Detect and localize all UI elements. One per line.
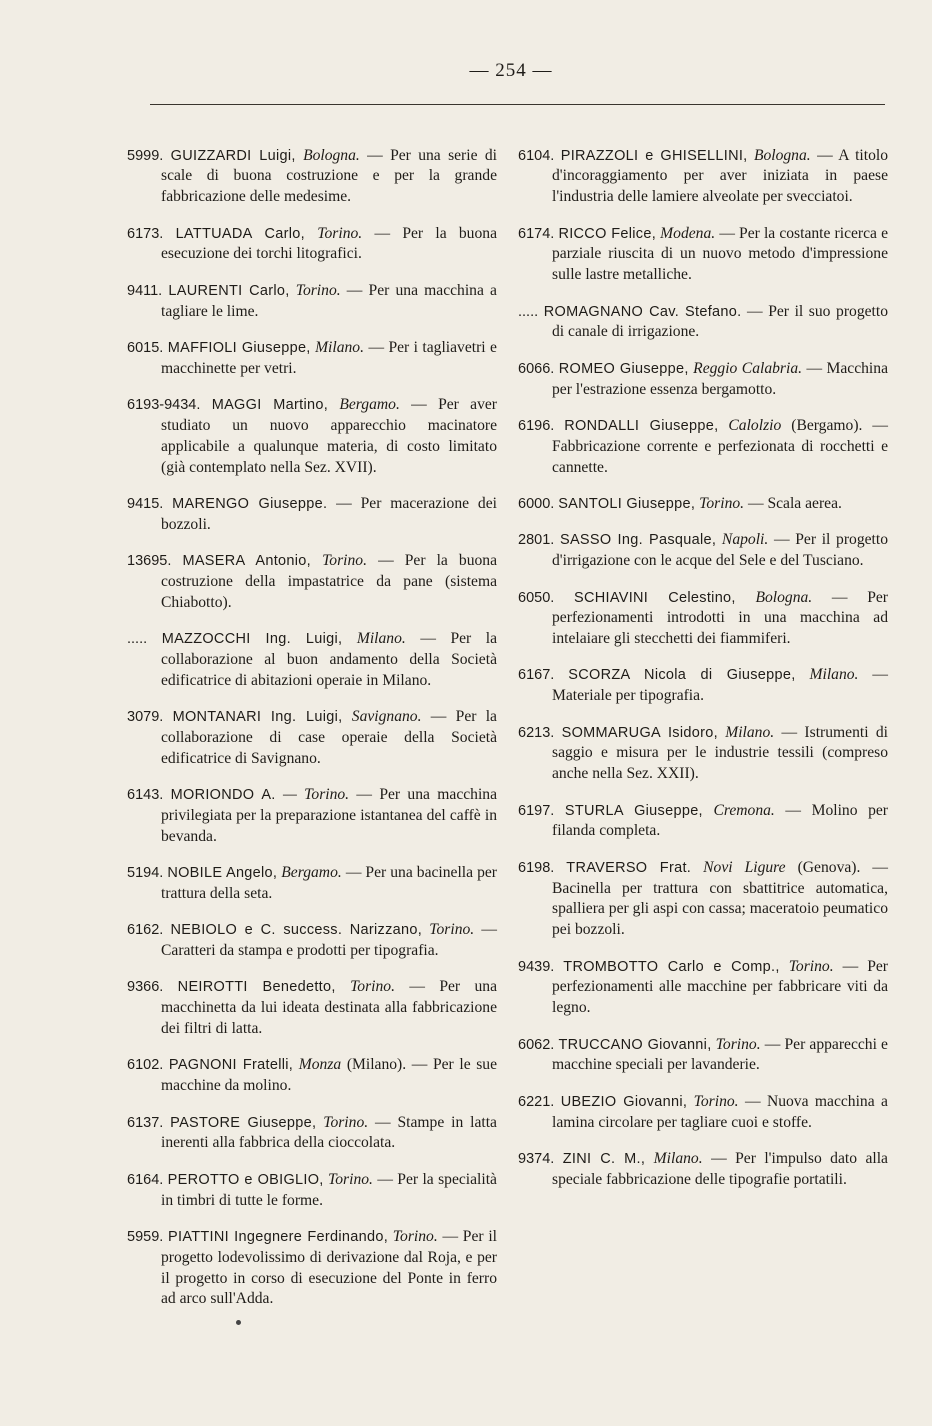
- entry-number: 9374.: [518, 1150, 555, 1167]
- entry-place: Calolzio: [728, 416, 782, 434]
- entry-number: 13695.: [127, 553, 172, 570]
- entry-place: Torino.: [328, 1170, 373, 1188]
- entry-name: UBEZIO Giovanni,: [560, 1093, 688, 1110]
- entry-place: Torino.: [715, 1035, 761, 1053]
- entry-name: PIRAZZOLI e GHISELLINI,: [560, 147, 748, 164]
- entry-name: LATTUADA Carlo,: [175, 225, 305, 242]
- entry: [518, 665, 888, 707]
- entry-name: RONDALLI Giuseppe,: [564, 417, 719, 434]
- entry: [127, 1170, 497, 1212]
- entry-place: Cremona.: [713, 801, 775, 819]
- entry-description: (Milano). — Per le sue macchine da molino.: [161, 1056, 498, 1095]
- entry-description: — Per una macchina a tagliare le lime.: [161, 281, 497, 320]
- entry-name: NEBIOLO e C. success. Narizzano,: [170, 922, 423, 939]
- entry-number: 6062.: [518, 1036, 555, 1053]
- entry-name: MAFFIOLI Giuseppe,: [167, 339, 311, 356]
- entry-description: — Per aver studiato un nuovo apparecchio macinatore applicabile a qualunque materia, di costo limitato (già contemplato nella Sez. XVII).: [161, 396, 497, 476]
- entry-place: Milano.: [809, 666, 859, 684]
- entry-name: TRUCCANO Giovanni,: [558, 1036, 712, 1053]
- entry-place: Torino.: [699, 494, 745, 512]
- entry-number: 6164.: [127, 1171, 164, 1188]
- entry-description: — Scala aerea.: [747, 494, 842, 512]
- entry-place: Torino.: [788, 957, 834, 975]
- entry-description: — Per la specialità in timbri di tutte le forme.: [161, 1170, 497, 1209]
- entry-description: — A titolo d'incoraggiamento per aver iniziata in paese l'industria delle lamiere alveolate per svecciatoi.: [552, 146, 888, 206]
- entry-number: 9415.: [127, 495, 164, 512]
- entry-name: TRAVERSO Frat.: [566, 859, 692, 876]
- entry: [518, 723, 888, 785]
- entry-description: — Per l'impulso dato alla speciale fabbricazione delle tipografie portatili.: [552, 1149, 888, 1188]
- entry: [127, 1227, 497, 1310]
- left-column: [127, 130, 497, 1314]
- entry: [518, 494, 888, 515]
- entry-description: — Nuova macchina a lamina circolare per tagliare cuoi e stoffe.: [552, 1092, 888, 1131]
- entry-name: GUIZZARDI Luigi,: [170, 147, 296, 164]
- entry-number: 6050.: [518, 589, 555, 606]
- entry-description: — Per perfezionamenti introdotti in una macchina ad intelaiare gli stecchetti dei fiammiferi.: [552, 588, 888, 648]
- right-column: [518, 130, 888, 1198]
- entry-number: 9411.: [127, 282, 163, 299]
- entry-description: — Per perfezionamenti alle macchine per fabbricare viti da legno.: [552, 957, 888, 1017]
- entry-description: — Per i tagliavetri e macchinette per vetri.: [161, 338, 497, 377]
- entry: [127, 224, 497, 266]
- entry-name: SCORZA Nicola di Giuseppe,: [568, 667, 796, 684]
- entry-place: Bologna.: [753, 146, 811, 164]
- entry-name: PASTORE Giuseppe,: [170, 1114, 317, 1131]
- entry-name: SANTOLI Giuseppe,: [558, 495, 696, 512]
- entry-name: MORIONDO A.: [170, 787, 276, 804]
- entry: [518, 224, 888, 286]
- entry: [127, 707, 497, 769]
- entry-number: 6167.: [518, 667, 555, 684]
- entry-description: — Per la costante ricerca e parziale riuscita di un nuovo metodo d'impressione sulle lastre metalliche.: [552, 224, 889, 284]
- entry-place: Bologna.: [755, 588, 813, 606]
- entry-description: — Caratteri da stampa e prodotti per tipografia.: [161, 921, 497, 960]
- entry-description: — Per il progetto lodevolissimo di derivazione dal Roja, e per il progetto in corso di esecuzione del Ponte in ferro ad arco sull'Adda.: [161, 1227, 497, 1308]
- entry-number: 9366.: [127, 979, 164, 996]
- entry: [518, 302, 888, 344]
- entry: [518, 530, 888, 572]
- entry-place: Milano.: [315, 338, 365, 356]
- entry: [518, 858, 888, 941]
- entry-description: — Per una macchina privilegiata per la preparazione istantanea del caffè in bevanda.: [161, 786, 498, 845]
- entry-number: 6066.: [518, 360, 555, 377]
- entry-place: Bergamo.: [281, 864, 342, 882]
- entry-number: 2801.: [518, 532, 555, 549]
- entry-name: PIATTINI Ingegnere Ferdinando,: [168, 1228, 389, 1245]
- entry: [518, 1092, 888, 1134]
- entry: [127, 785, 497, 847]
- entry-place: Torino.: [392, 1227, 438, 1245]
- entry: [127, 863, 497, 905]
- entry-name: MAGGI Martino,: [211, 397, 329, 414]
- page-number: — 254 —: [469, 60, 553, 81]
- entry-number: 6102.: [127, 1057, 164, 1074]
- entry: [127, 1055, 497, 1097]
- entry-name: SCHIAVINI Celestino,: [574, 589, 736, 606]
- entry: [518, 359, 888, 401]
- entry-description: — Istrumenti di saggio e misura per le industrie tessili (compreso anche nella Sez. XXII).: [552, 723, 888, 783]
- entry-number: .....: [127, 631, 148, 648]
- entry-description: — Per una bacinella per trattura della seta.: [161, 864, 497, 902]
- entry: [127, 494, 497, 536]
- entry-place: Modena.: [660, 224, 716, 242]
- entry: [127, 1113, 497, 1155]
- entry-place: Bergamo.: [339, 396, 400, 414]
- entry-number: 6104.: [518, 147, 555, 164]
- entry: [127, 920, 497, 962]
- entry-place: Torino.: [295, 281, 341, 299]
- entry-name: ROMEO Giuseppe,: [558, 360, 689, 377]
- entry: [518, 146, 888, 208]
- entry-place: Bologna.: [303, 146, 360, 164]
- entry-name: MONTANARI Ing. Luigi,: [172, 709, 343, 726]
- entry-description: — Per la buona esecuzione dei torchi litografici.: [161, 224, 497, 263]
- entry-place: Novi Ligure: [703, 858, 786, 876]
- entry: [127, 395, 497, 478]
- entry-name: ZINI C. M.,: [562, 1150, 646, 1167]
- entry: [127, 551, 497, 613]
- entry-number: 6213.: [518, 724, 555, 741]
- entry-number: 9439.: [518, 958, 555, 975]
- entry-place: Milano.: [356, 630, 406, 648]
- entry: [518, 957, 888, 1019]
- entry-name: ROMAGNANO Cav. Stefano.: [543, 303, 742, 320]
- entry: [518, 416, 888, 478]
- entry: [127, 146, 497, 208]
- entry: [518, 1149, 888, 1191]
- entry: [518, 588, 888, 650]
- entry-name: PAGNONI Fratelli,: [168, 1057, 294, 1074]
- entry-name: MAZZOCCHI Ing. Luigi,: [161, 631, 343, 648]
- entry-description: — Macchina per l'estrazione essenza bergamotto.: [552, 359, 888, 398]
- entry-name: PEROTTO e OBIGLIO,: [167, 1171, 324, 1188]
- entry-number: 5999.: [127, 147, 164, 164]
- entry-number: 6196.: [518, 417, 555, 434]
- entry-number: 6162.: [127, 922, 164, 939]
- entry-description: — Per una serie di scale di buona costruzione e per la grande fabbricazione delle medesime.: [161, 146, 497, 206]
- entry-place: Milano.: [725, 723, 775, 741]
- entry-place: — Torino.: [282, 786, 350, 804]
- entry-description: — Per apparecchi e macchine speciali per lavanderie.: [552, 1035, 888, 1074]
- entry-number: 6198.: [518, 859, 555, 876]
- entry-place: Savignano.: [351, 708, 422, 726]
- entry-place: Monza: [298, 1056, 342, 1074]
- entry-place: Torino.: [323, 1113, 369, 1131]
- entry-description: — Per la buona costruzione della impastatrice da pane (sistema Chiabotto).: [161, 552, 498, 611]
- entry: [518, 1035, 888, 1077]
- entry-name: LAURENTI Carlo,: [168, 282, 290, 299]
- ink-speck: [236, 1320, 241, 1325]
- entry-number: 5194.: [127, 865, 164, 882]
- entry: [127, 338, 497, 380]
- entry-description: — Molino per filanda completa.: [552, 801, 888, 840]
- entry-number: 6000.: [518, 495, 555, 512]
- entry-name: MARENGO Giuseppe.: [172, 495, 328, 512]
- entry-description: (Genova). — Bacinella per trattura con sbattitrice automatica, spalliera per gli aspi con cassa; maceratoio peumatico pei bozzoli.: [552, 858, 888, 939]
- entry-name: RICCO Felice,: [558, 225, 657, 242]
- entry-number: 6174.: [518, 225, 555, 242]
- entry-description: — Per il progetto d'irrigazione con le acque del Sele e del Tusciano.: [552, 531, 889, 570]
- entry-name: MASERA Antonio,: [182, 553, 311, 570]
- entry-place: Torino.: [693, 1092, 739, 1110]
- entry: [127, 629, 497, 691]
- entry-description: (Bergamo). — Fabbricazione corrente e perfezionata di rocchetti e cannette.: [552, 416, 888, 476]
- entry-name: SASSO Ing. Pasquale,: [559, 532, 717, 549]
- entry-description: — Per macerazione dei bozzoli.: [161, 494, 497, 533]
- entry-place: Torino.: [322, 552, 367, 570]
- entry-place: Torino.: [350, 978, 395, 996]
- entry-place: Milano.: [653, 1149, 703, 1167]
- entry-number: 6143.: [127, 787, 164, 804]
- entry-description: — Materiale per tipografia.: [552, 666, 889, 705]
- entry-description: — Stampe in latta inerenti alla fabbrica della cioccolata.: [161, 1113, 497, 1152]
- entry-number: 6015.: [127, 339, 164, 356]
- entry-name: TROMBOTTO Carlo e Comp.,: [563, 958, 780, 975]
- entry-description: — Per una macchinetta da lui ideata destinata alla fabbricazione dei filtri di latta.: [161, 978, 497, 1038]
- entry-name: SOMMARUGA Isidoro,: [561, 724, 718, 741]
- entry: [127, 977, 497, 1039]
- entry-place: Torino.: [429, 921, 475, 939]
- entry-name: NOBILE Angelo,: [167, 865, 278, 882]
- entry-number: 3079.: [127, 709, 164, 726]
- header-rule: [150, 104, 885, 105]
- entry: [518, 801, 888, 843]
- entry-name: NEIROTTI Benedetto,: [177, 979, 336, 996]
- entry-name: STURLA Giuseppe,: [564, 802, 703, 819]
- entry: [127, 281, 497, 323]
- entry-number: 6221.: [518, 1093, 555, 1110]
- entry-place: Reggio Calabria.: [693, 359, 803, 377]
- entry-number: .....: [518, 303, 539, 320]
- entry-number: 6197.: [518, 802, 555, 819]
- entry-number: 5959.: [127, 1228, 164, 1245]
- entry-place: Napoli.: [721, 531, 769, 549]
- entry-number: 6137.: [127, 1114, 164, 1131]
- entry-description: — Per la collaborazione al buon andamento della Società edificatrice di abitazioni operaie in Milano.: [161, 630, 498, 689]
- entry-number: 6173.: [127, 225, 164, 242]
- entry-description: — Per la collaborazione di case operaie della Società edificatrice di Savignano.: [161, 708, 497, 767]
- entry-description: — Per il suo progetto di canale di irrigazione.: [552, 302, 888, 341]
- entry-place: Torino.: [317, 224, 363, 242]
- entry-number: 6193-9434.: [127, 397, 201, 414]
